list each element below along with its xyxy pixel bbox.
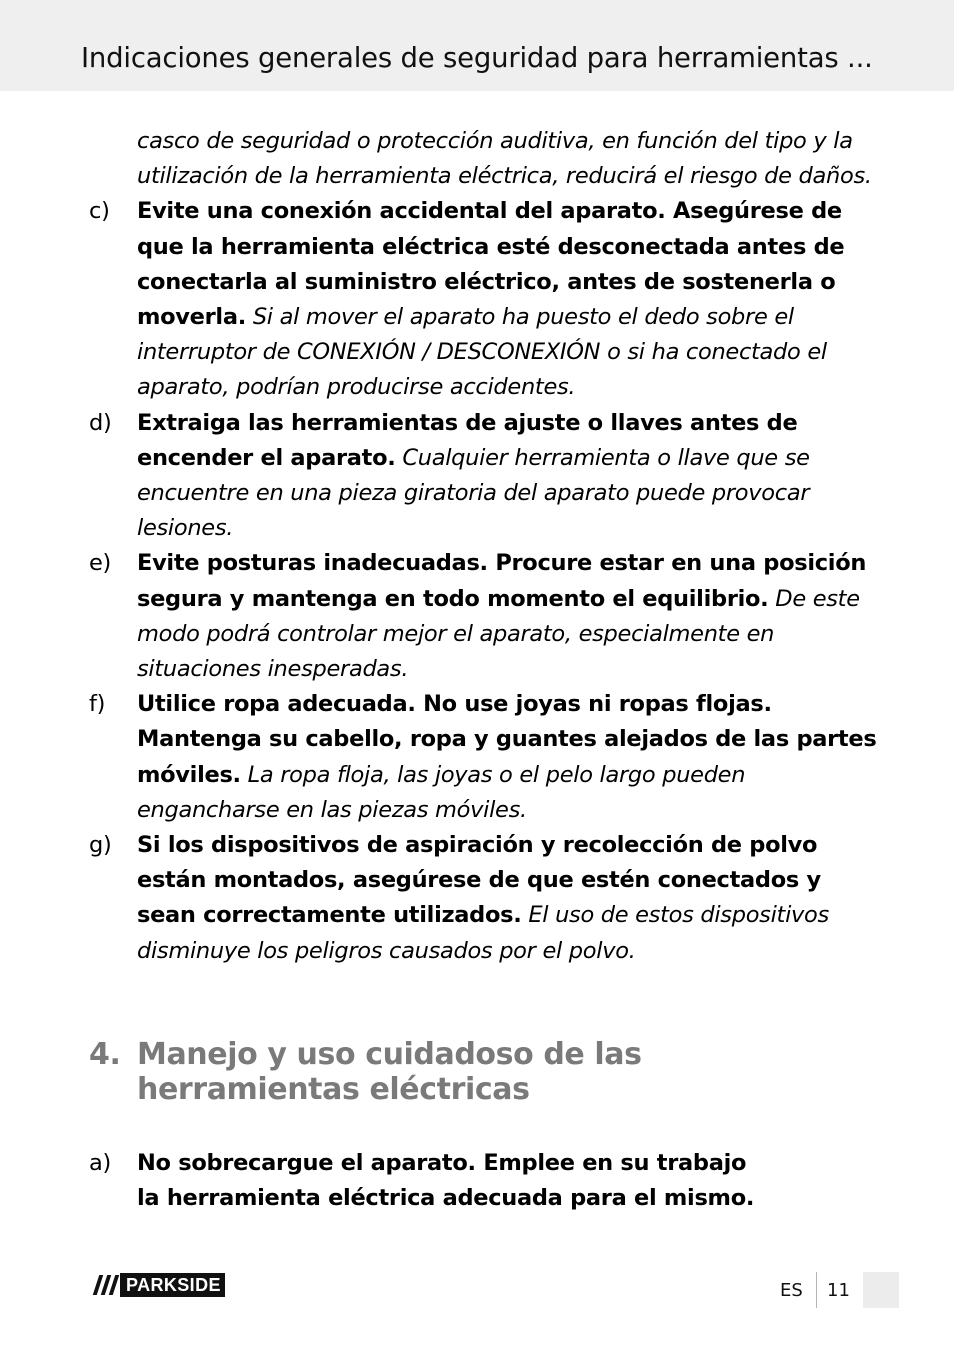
list-item-description: Si al mover el aparato ha puesto el dedo sobre el interruptor de CONEXIÓN / DESCONEXIÓN o si ha conectado el aparato, podrían producirse accidentes. [137,304,827,401]
list-item-e [89,546,879,687]
list-item-d [89,406,879,547]
logo-wordmark: PARKSIDE [120,1273,225,1297]
list-item-g [89,828,879,969]
list-item-description: El uso de estos dispositivos disminuye los peligros causados por el polvo. [137,902,829,964]
list-item-f [89,687,879,828]
page-header-title: Indicaciones generales de seguridad para herramientas ... [81,42,873,74]
list-item-c [89,194,879,405]
safety-instructions [89,124,879,969]
footer-tab [863,1272,899,1308]
footer-divider [816,1272,817,1308]
section-title-line-2: herramientas eléctricas [137,1072,530,1107]
list-item-lead: Extraiga las herramientas de ajuste o llaves antes de encender el aparato. [137,409,798,471]
list-item-lead: Evite una conexión accidental del aparato. Asegúrese de que la herramienta eléctrica esté desconectada antes de conectarla al suministro eléctrico, antes de sostenerla o moverla. [137,198,845,331]
section-list [89,1146,879,1216]
logo-slashes-icon [90,1273,120,1297]
list-item-description: Cualquier herramienta o llave que se encuentre en una pieza giratoria del aparato puede provocar lesiones. [137,444,810,542]
list-marker: a) [89,1150,111,1176]
page-number: 11 [827,1280,850,1301]
intro-continuation [89,124,879,194]
list-item-lead: Si los dispositivos de aspiración y recolección de polvo están montados, asegúrese de que estén conectados y sean correctamente utilizados. [137,832,821,929]
list-item-lead: Utilice ropa adecuada. No use joyas ni ropas flojas. Mantenga su cabello, ropa y guantes alejados de las partes móviles. [137,691,877,788]
list-marker: f) [89,691,106,718]
list-marker: c) [89,198,110,225]
list-item-lead: Evite posturas inadecuadas. Procure estar en una posición segura y mantenga en todo momento el equilibrio. [137,550,867,612]
brand-logo [90,1273,225,1297]
language-code: ES [780,1280,803,1301]
list-item-description: La ropa floja, las joyas o el pelo largo pueden engancharse en las piezas móviles. [137,761,746,823]
list-item-a [89,1146,879,1216]
section-heading [89,1037,889,1107]
section-title-line-1: Manejo y uso cuidadoso de las [137,1037,642,1072]
list-marker: d) [89,409,112,436]
list-marker: e) [89,550,112,577]
section-number: 4. [89,1037,121,1072]
list-item-description: De este modo podrá controlar mejor el aparato, especialmente en situaciones inesperadas. [137,585,860,683]
list-item-lead-line-1: No sobrecargue el aparato. Emplee en su trabajo [137,1150,747,1176]
list-marker: g) [89,832,112,859]
intro-continuation-text: casco de seguridad o protección auditiva, en función del tipo y la utilización de la herramienta eléctrica, reducirá el riesgo de daños. [137,128,872,190]
list-item-lead-line-2: la herramienta eléctrica adecuada para el mismo. [137,1185,755,1212]
